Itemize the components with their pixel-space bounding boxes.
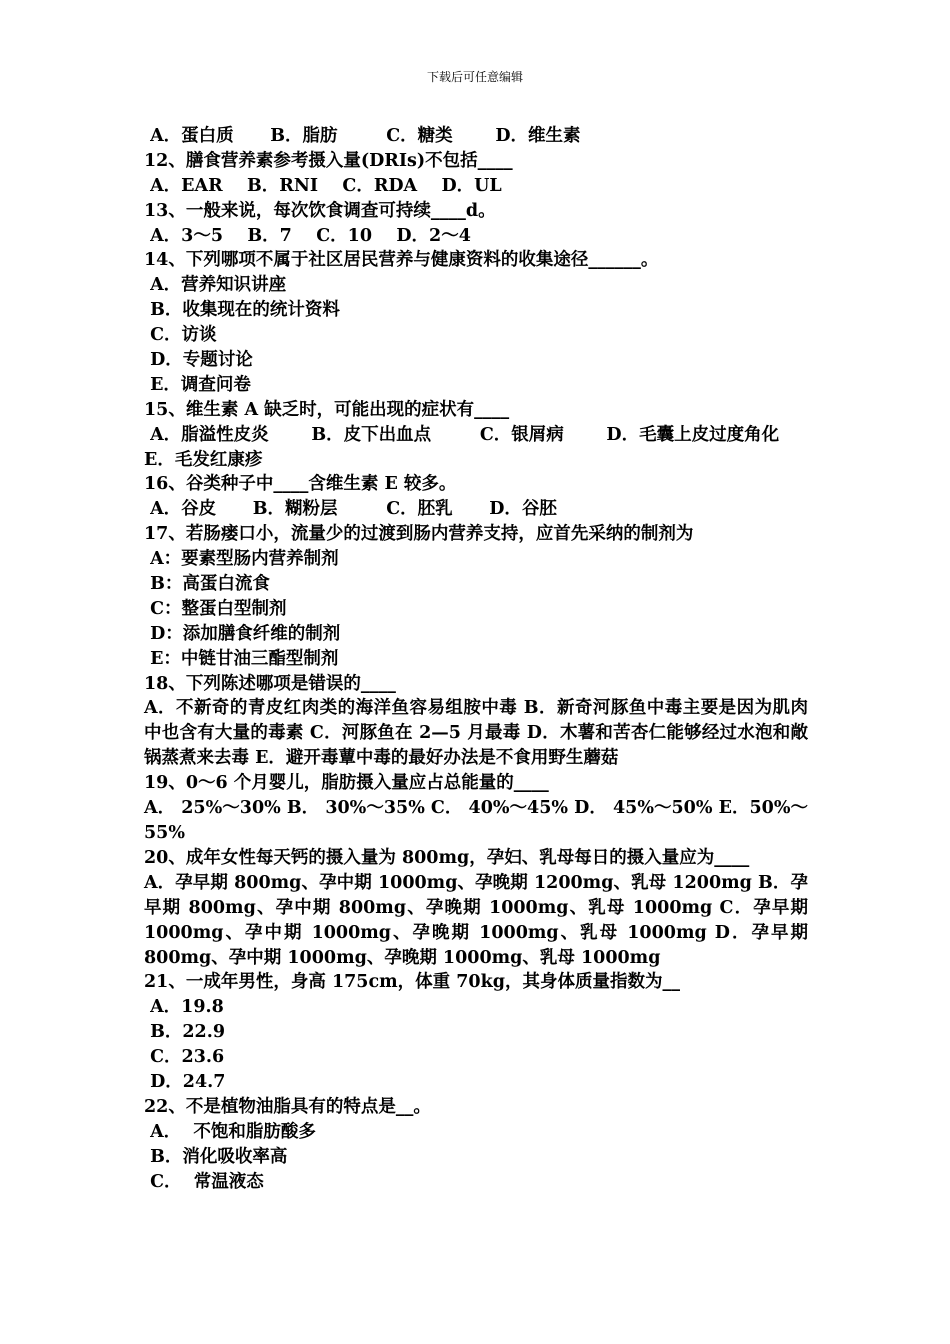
text-line: A．蛋白质 B．脂肪 C．糖类 D．维生素 [144, 126, 581, 146]
text-line: A． 不饱和脂肪酸多 [144, 1121, 316, 1142]
text-line: 21、一成年男性，身高 175cm，体重 70kg，其身体质量指数为__ [144, 972, 680, 993]
text-line: D．24.7 [144, 1071, 226, 1092]
question-18-options: A．不新奇的青皮红肉类的海洋鱼容易组胺中毒 B．新奇河豚鱼中毒主要是因为肌肉中也含有大量的毒素 C．河豚鱼在 2—5 月最毒 D．木薯和苦杏仁能够经过水泡和敞锅蒸煮来去毒 E．避开毒蕈中毒的最好办法是不食用野生蘑菇 [144, 698, 808, 769]
question-19-options: A． 25%～30% B． 30%～35% C． 40%～45% D． 45%～50% E．50%～55% [144, 798, 808, 843]
text-line: E：中链甘油三酯型制剂 [144, 648, 339, 669]
text-line: A．EAR B．RNI C．RDA D．UL [144, 175, 502, 196]
text-line: 18、下列陈述哪项是错误的____ [144, 673, 396, 694]
text-line: B．收集现在的统计资料 [144, 300, 340, 321]
text-line: 16、谷类种子中____含维生素 E 较多。 [144, 474, 457, 495]
text-line: A．3～5 B．7 C．10 D．2～4 [144, 225, 471, 246]
page-header: 下载后可任意编辑 [426, 70, 523, 84]
text-line: 22、不是植物油脂具有的特点是__。 [144, 1096, 431, 1117]
text-line: E．毛发红康疹 [144, 449, 263, 470]
text-line: D：添加膳食纤维的制剂 [144, 623, 341, 644]
text-line: A．脂溢性皮炎 B．皮下出血点 C．银屑病 D．毛囊上皮过度角化 [144, 424, 780, 445]
text-line: A．谷皮 B．糊粉层 C．胚乳 D．谷胚 [144, 499, 557, 520]
text-line: E．调查问卷 [144, 374, 251, 395]
question-20-options: A．孕早期 800mg、孕中期 1000mg、孕晚期 1200mg、乳母 1200mg B．孕早期 800mg、孕中期 800mg、孕晚期 1000mg、乳母 1000mg C．孕早期 1000mg、孕中期 1000mg、孕晚期 1000mg、乳母 1000mg D．孕早期 800mg、孕中期 1000mg、孕晚期 1000mg、乳母 1000mg [144, 872, 808, 968]
text-line: C． 常温液态 [144, 1171, 264, 1192]
text-line: 17、若肠瘘口小，流量少的过渡到肠内营养支持，应首先采纳的制剂为 [144, 524, 694, 545]
text-line: 12、膳食营养素参考摄入量(DRIs)不包括____ [144, 150, 513, 171]
question-19-title: 19、0～6 个月婴儿，脂肪摄入量应占总能量的____ [144, 773, 549, 794]
text-line: D．专题讨论 [144, 350, 253, 371]
question-20-title: 20、成年女性每天钙的摄入量为 800mg，孕妇、乳母每日的摄入量应为____ [144, 847, 750, 868]
text-line: B．消化吸收率高 [144, 1146, 288, 1167]
text-line: C．23.6 [144, 1047, 225, 1068]
text-line: 15、维生素 A 缺乏时，可能出现的症状有____ [144, 399, 510, 420]
text-line: A．19.8 [144, 997, 224, 1018]
text-line: A．营养知识讲座 [144, 275, 287, 296]
text-line: B：高蛋白流食 [144, 574, 270, 595]
text-line: C：整蛋白型制剂 [144, 598, 287, 619]
text-line: B．22.9 [144, 1022, 226, 1043]
text-line: C．访谈 [144, 325, 217, 346]
text-line: A：要素型肠内营养制剂 [144, 549, 339, 570]
text-line: 13、一般来说，每次饮食调查可持续____d。 [144, 200, 496, 221]
text-line: 14、下列哪项不属于社区居民营养与健康资料的收集途径______。 [144, 250, 659, 271]
question-content [144, 124, 808, 1194]
